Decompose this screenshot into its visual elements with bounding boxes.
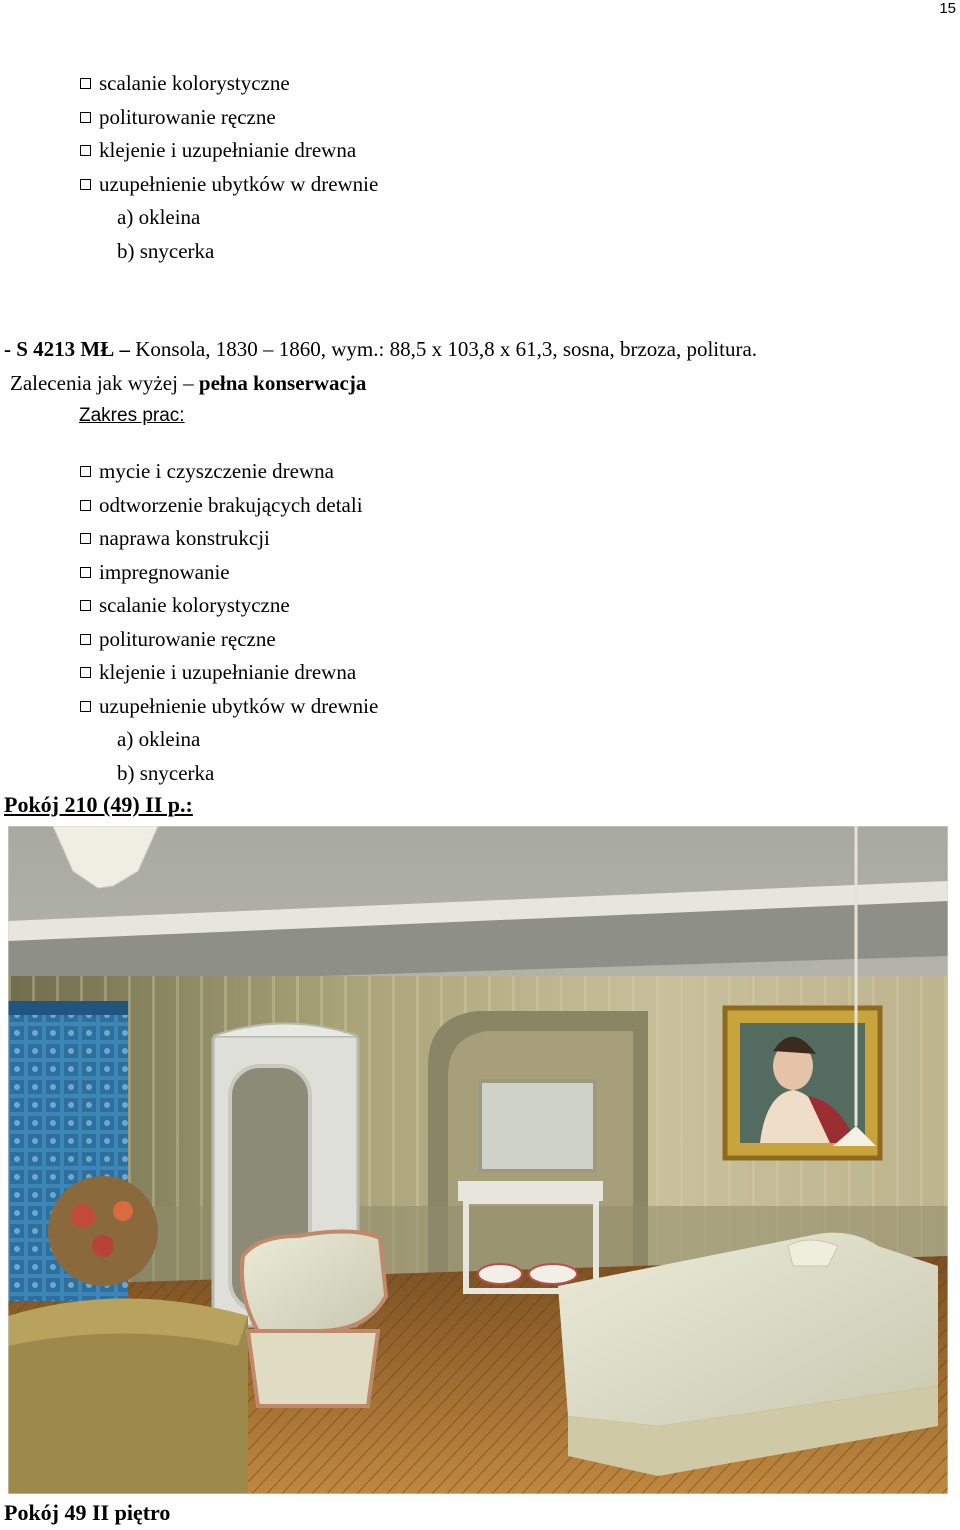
list-subitem: b) snycerka <box>117 760 215 785</box>
checkbox-icon <box>80 145 91 156</box>
page-number: 15 <box>939 0 956 17</box>
checkbox-icon <box>80 567 91 578</box>
list-item: mycie i czyszczenie drewna <box>80 455 378 489</box>
list-item: politurowanie ręczne <box>80 101 378 135</box>
recommendation-value: pełna konserwacja <box>198 371 367 395</box>
checkbox-icon <box>80 179 91 190</box>
recommendation-label: Zalecenia jak wyżej – <box>10 371 199 395</box>
checkbox-icon <box>80 500 91 511</box>
list-item: uzupełnienie ubytków w drewnie <box>80 690 378 724</box>
list-item: uzupełnienie ubytków w drewnie <box>80 168 378 202</box>
recommendation-line <box>10 371 366 396</box>
work-list-main <box>80 455 378 790</box>
scope-heading: Zakres prac: <box>79 405 185 426</box>
photo-caption: Pokój 49 II piętro <box>4 1500 171 1525</box>
list-item: impregnowanie <box>80 556 378 590</box>
object-entry <box>4 337 757 362</box>
checkbox-icon <box>80 634 91 645</box>
list-subitem: a) okleina <box>117 205 201 229</box>
list-item: klejenie i uzupełnianie drewna <box>80 656 378 690</box>
checkbox-icon <box>80 466 91 477</box>
inventory-number: - S 4213 MŁ <box>4 337 115 361</box>
checkbox-icon <box>80 78 91 89</box>
room-heading: Pokój 210 (49) II p.: <box>4 792 193 817</box>
list-item: odtworzenie brakujących detali <box>80 489 378 523</box>
checkbox-icon <box>80 600 91 611</box>
object-description: Konsola, 1830 – 1860, wym.: 88,5 x 103,8 x 61,3, sosna, brzoza, politura. <box>135 337 758 361</box>
entry-dash: – <box>114 337 136 361</box>
list-subitem: b) snycerka <box>117 238 215 263</box>
list-item: klejenie i uzupełnianie drewna <box>80 134 378 168</box>
room-photo <box>8 826 948 1494</box>
list-item: politurowanie ręczne <box>80 623 378 657</box>
checkbox-icon <box>80 701 91 712</box>
list-item: scalanie kolorystyczne <box>80 67 378 101</box>
checkbox-icon <box>80 112 91 123</box>
list-item: scalanie kolorystyczne <box>80 589 378 623</box>
checkbox-icon <box>80 667 91 678</box>
checkbox-icon <box>80 533 91 544</box>
work-list-top <box>80 67 378 268</box>
list-subitem: a) okleina <box>117 727 201 751</box>
list-item: naprawa konstrukcji <box>80 522 378 556</box>
